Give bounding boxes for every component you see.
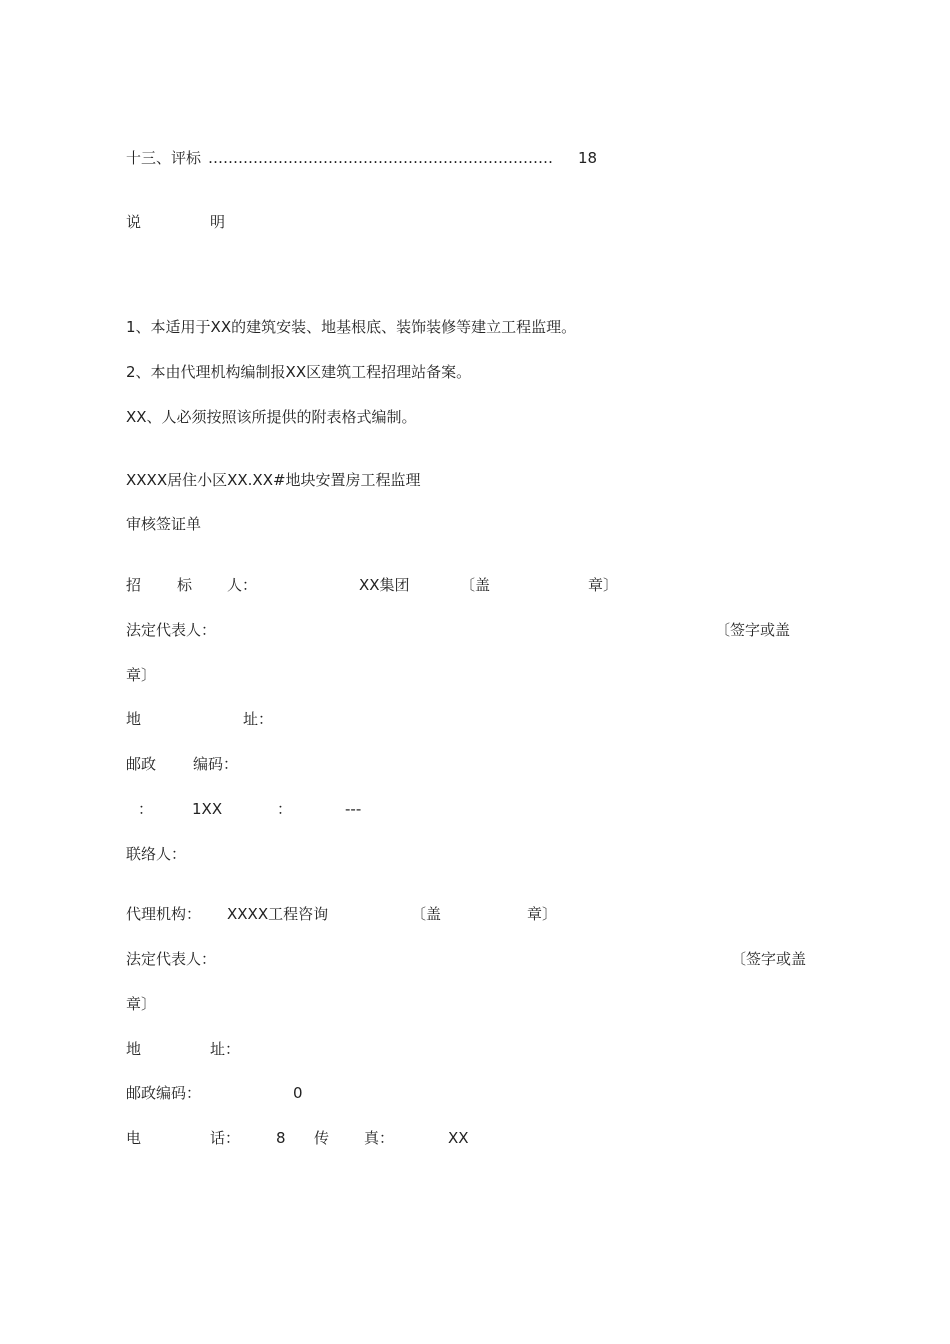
tenderer-sign-note-cont: 章〕 [126, 666, 157, 684]
tenderer-phone-value: 1XX [192, 800, 223, 818]
toc-page-number: 18 [578, 149, 598, 167]
agency-seal-close: 章〕 [527, 905, 558, 923]
agency-label: 代理机构： [126, 905, 202, 923]
tenderer-address-label-2: 址： [243, 710, 274, 728]
tenderer-address-label-1: 地 [126, 710, 142, 728]
note-item-1: 1、本适用于XX的建筑安装、地基根底、装饰装修等建立工程监理。 [126, 318, 577, 336]
tenderer-seal-open: 〔盖 [460, 576, 491, 594]
tenderer-legal-rep-label: 法定代表人： [126, 621, 217, 639]
tenderer-contact-label: 联络人： [126, 845, 187, 863]
tenderer-sign-note: 〔签字或盖 [715, 621, 791, 639]
agency-address-label-1: 地 [126, 1040, 142, 1058]
agency-name: XXXX工程咨询 [227, 905, 329, 923]
tenderer-fax-colon: ： [277, 800, 293, 818]
agency-phone-value: 8 [276, 1129, 286, 1147]
project-title: XXXX居住小区XX.XX#地块安置房工程监理 [126, 471, 421, 489]
tenderer-fax-value: --- [345, 800, 362, 818]
tenderer-postcode-label-2: 编码： [193, 755, 239, 773]
tenderer-seal-close: 章〕 [588, 576, 619, 594]
note-item-3: XX、人必须按照该所提供的附表格式编制。 [126, 408, 417, 426]
agency-phone-label-2: 话： [210, 1129, 241, 1147]
agency-seal-open: 〔盖 [411, 905, 442, 923]
note-item-2: 2、本由代理机构编制报XX区建筑工程招理站备案。 [126, 363, 472, 381]
agency-fax-value: XX [448, 1129, 469, 1147]
toc-dots: …………………………………………………………… [208, 149, 553, 167]
agency-postcode-value: 0 [293, 1084, 303, 1102]
agency-phone-label-1: 电 [126, 1129, 142, 1147]
agency-postcode-label: 邮政编码： [126, 1084, 202, 1102]
tenderer-label-2: 标 [177, 576, 193, 594]
agency-fax-label-1: 传 [314, 1129, 330, 1147]
note-heading-char-2: 明 [210, 213, 226, 231]
agency-fax-label-2: 真： [364, 1129, 395, 1147]
tenderer-label-3: 人： [227, 576, 258, 594]
toc-entry: 十三、评标 [126, 149, 202, 167]
agency-address-label-2: 址： [210, 1040, 241, 1058]
agency-sign-note-cont: 章〕 [126, 995, 157, 1013]
agency-sign-note: 〔签字或盖 [731, 950, 807, 968]
tenderer-name: XX集团 [359, 576, 410, 594]
agency-legal-rep-label: 法定代表人： [126, 950, 217, 968]
project-subtitle: 审核签证单 [126, 515, 202, 533]
tenderer-label-1: 招 [126, 576, 142, 594]
tenderer-phone-colon: ： [138, 800, 154, 818]
note-heading-char-1: 说 [126, 213, 142, 231]
tenderer-postcode-label-1: 邮政 [126, 755, 157, 773]
